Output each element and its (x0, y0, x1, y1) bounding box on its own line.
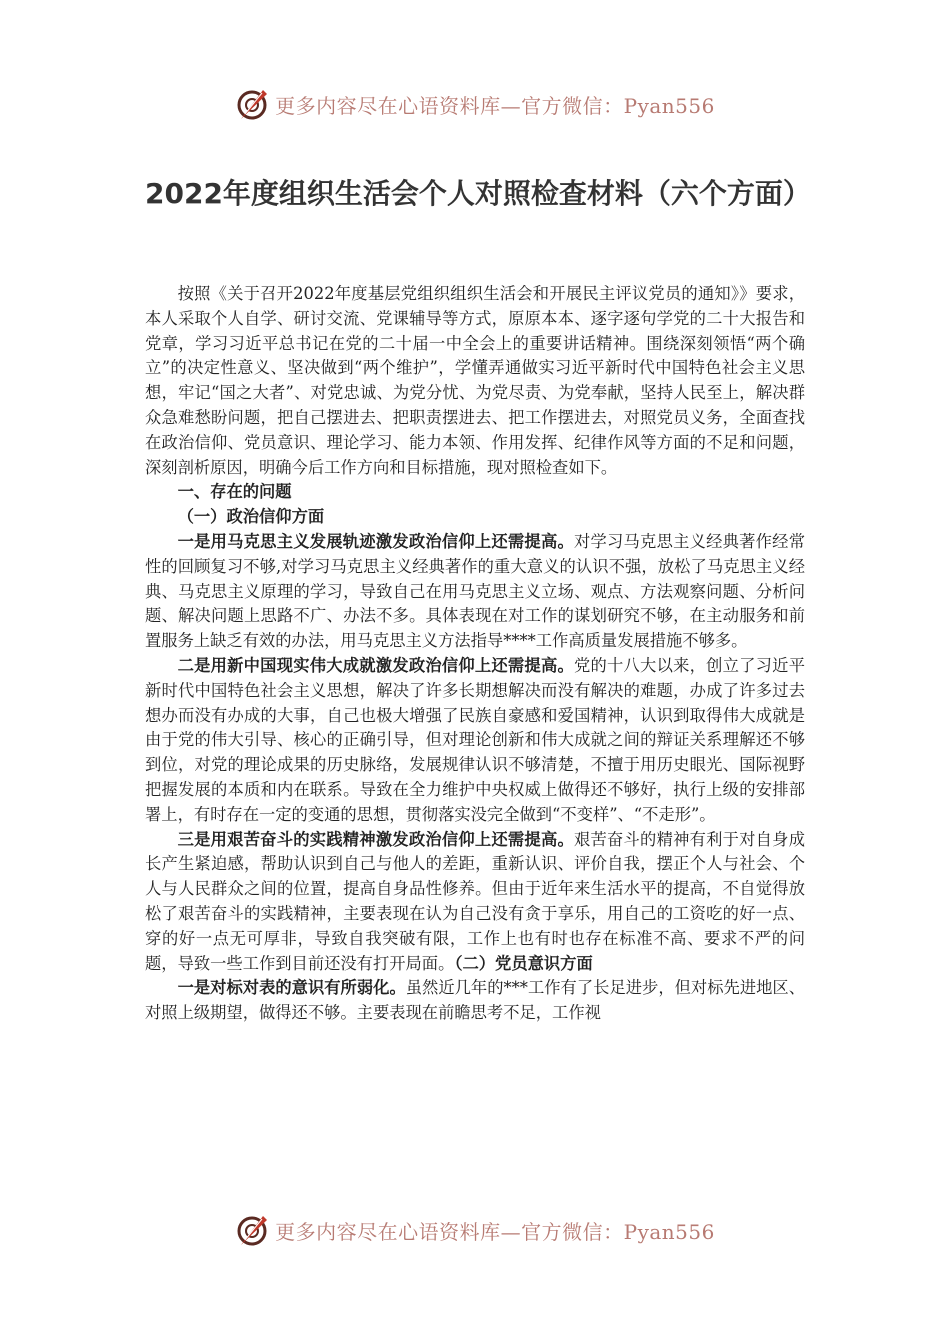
paragraph-2-lead: 二是用新中国现实伟大成就激发政治信仰上还需提高。 (177, 655, 574, 675)
section-heading-problems: 一、存在的问题 (177, 482, 292, 502)
banner-text: 更多内容尽在心语资料库—官方微信：Pyan556 (275, 93, 715, 118)
quill-pen-icon (235, 86, 271, 122)
subsection-heading-party-awareness: （二）党员意识方面 (454, 953, 593, 973)
footer-banner (0, 1210, 950, 1250)
header-banner (0, 84, 950, 124)
paragraph-1-body: 对学习马克思主义经典著作经常性的回顾复习不够,对学习马克思主义经典著作的重大意义的认识不强，放松了马克思主义经典、马克思主义原理的学习，导致自己在用马克思主义立场、观点、方法观察问题、分析问题、解决问题上思路不广、办法不多。具体表现在对工作的谋划研究不够，在主动服务和前置服务上缺乏有效的办法，用马克思主义方法指导****工作高质量发展措施不够多。 (145, 531, 805, 651)
banner-text: 更多内容尽在心语资料库—官方微信：Pyan556 (275, 1219, 715, 1244)
paragraph-2-body: 党的十八大以来，创立了习近平新时代中国特色社会主义思想，解决了许多长期想解决而没有解决的难题，办成了许多过去想办而没有办成的大事，自己也极大增强了民族自豪感和爱国精神，认识到取得伟大成就是由于党的伟大引导、核心的正确引导，但对理论创新和伟大成就之间的辩证关系理解还不够到位，对党的理论成果的历史脉络，发展规律认识不够清楚，不擅于用历史眼光、国际视野把握发展的本质和内在联系。导致在全力维护中央权威上做得还不够好，执行上级的安排部署上，有时存在一定的变通的思想，贯彻落实没完全做到“不变样”、“不走形”。 (145, 655, 805, 824)
paragraph-4 (145, 976, 805, 1026)
quill-pen-icon (235, 1212, 271, 1248)
paragraph-3-body: 艰苦奋斗的精神有利于对自身成长产生紧迫感，帮助认识到自己与他人的差距，重新认识、评价自我，摆正个人与社会、个人与人民群众之间的位置，提高自身品性修养。但由于近年来生活水平的提高，不自觉得放松了艰苦奋斗的实践精神，主要表现在认为自己没有贪于享乐，用自己的工资吃的好一点、穿的好一点无可厚非，导致自我突破有限，工作上也有时也存在标准不高、要求不严的问题，导致一些工作到目前还没有打开局面。 (145, 829, 805, 973)
paragraph-3 (145, 828, 805, 977)
paragraph-1 (145, 530, 805, 654)
paragraph-3-lead: 三是用艰苦奋斗的实践精神激发政治信仰上还需提高。 (177, 829, 574, 849)
paragraph-2 (145, 654, 805, 828)
paragraph-4-lead: 一是对标对表的意识有所弱化。 (177, 978, 406, 998)
subsection-heading-political-belief: （一）政治信仰方面 (177, 507, 325, 527)
document-body (145, 282, 805, 1026)
document-title: 2022年度组织生活会个人对照检查材料（六个方面） (145, 177, 811, 210)
intro-paragraph: 按照《关于召开2022年度基层党组织组织生活会和开展民主评议党员的通知》》要求，本人采取个人自学、研讨交流、党课辅导等方式，原原本本、逐字逐句学党的二十大报告和党章，学习习近平总书记在党的二十届一中全会上的重要讲话精神。围绕深刻领悟“两个确立”的决定性意义、坚决做到“两个维护”，学懂弄通做实习近平新时代中国特色社会主义思想，牢记“国之大者”、对党忠诚、为党分忧、为党尽责、为党奉献，坚持人民至上，解决群众急难愁盼问题，把自己摆进去、把职责摆进去、把工作摆进去，对照党员义务，全面查找在政治信仰、党员意识、理论学习、能力本领、作用发挥、纪律作风等方面的不足和问题，深刻剖析原因，明确今后工作方向和目标措施，现对照检查如下。 (145, 284, 805, 477)
paragraph-4-body: 虽然近几年的***工作有了长足进步，但对标先进地区、对照上级期望，做得还不够。主要表现在前瞻思考不足，工作视 (145, 978, 805, 1023)
paragraph-1-lead: 一是用马克思主义发展轨迹激发政治信仰上还需提高。 (177, 531, 574, 551)
